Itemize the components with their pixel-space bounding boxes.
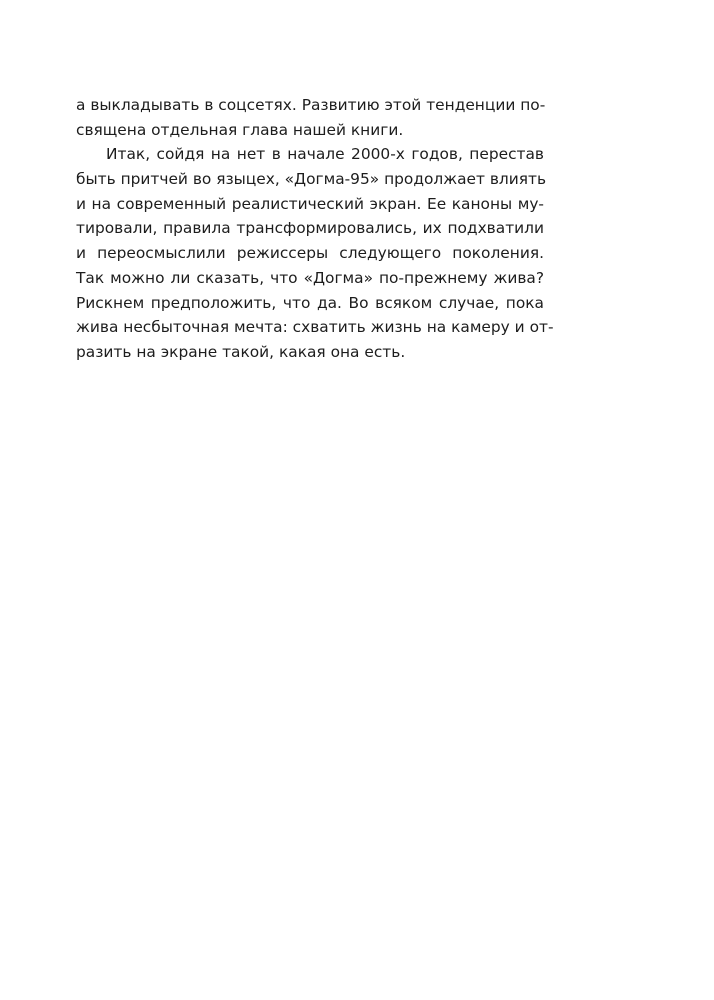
text-line: Так можно ли сказать, что «Догма» по-прежнему жива?: [76, 268, 544, 287]
text-line: быть притчей во языцех, «Догма-95» продолжает влиять: [76, 170, 547, 189]
text-line: разить на экране такой, какая она есть.: [76, 342, 406, 361]
text-line: тировали, правила трансформировались, их подхватили: [76, 219, 544, 238]
text-line: а выкладывать в соцсетях. Развитию этой тенденции по-: [76, 96, 546, 114]
text-line: и на современный реалистический экран. Ее каноны му-: [76, 194, 544, 213]
paragraph-first-line: Итак, сойдя на нет в начале 2000-х годов, перестав: [106, 145, 544, 164]
text-line: и переосмыслили режиссеры следующего поколения.: [76, 244, 544, 263]
text-line: Рискнем предположить, что да. Во всяком случае, пока: [76, 293, 544, 312]
text-line: священа отдельная глава нашей книги.: [76, 120, 404, 139]
text-line: жива несбыточная мечта: схватить жизнь на камеру и от-: [76, 318, 554, 337]
body-text: [76, 93, 554, 365]
